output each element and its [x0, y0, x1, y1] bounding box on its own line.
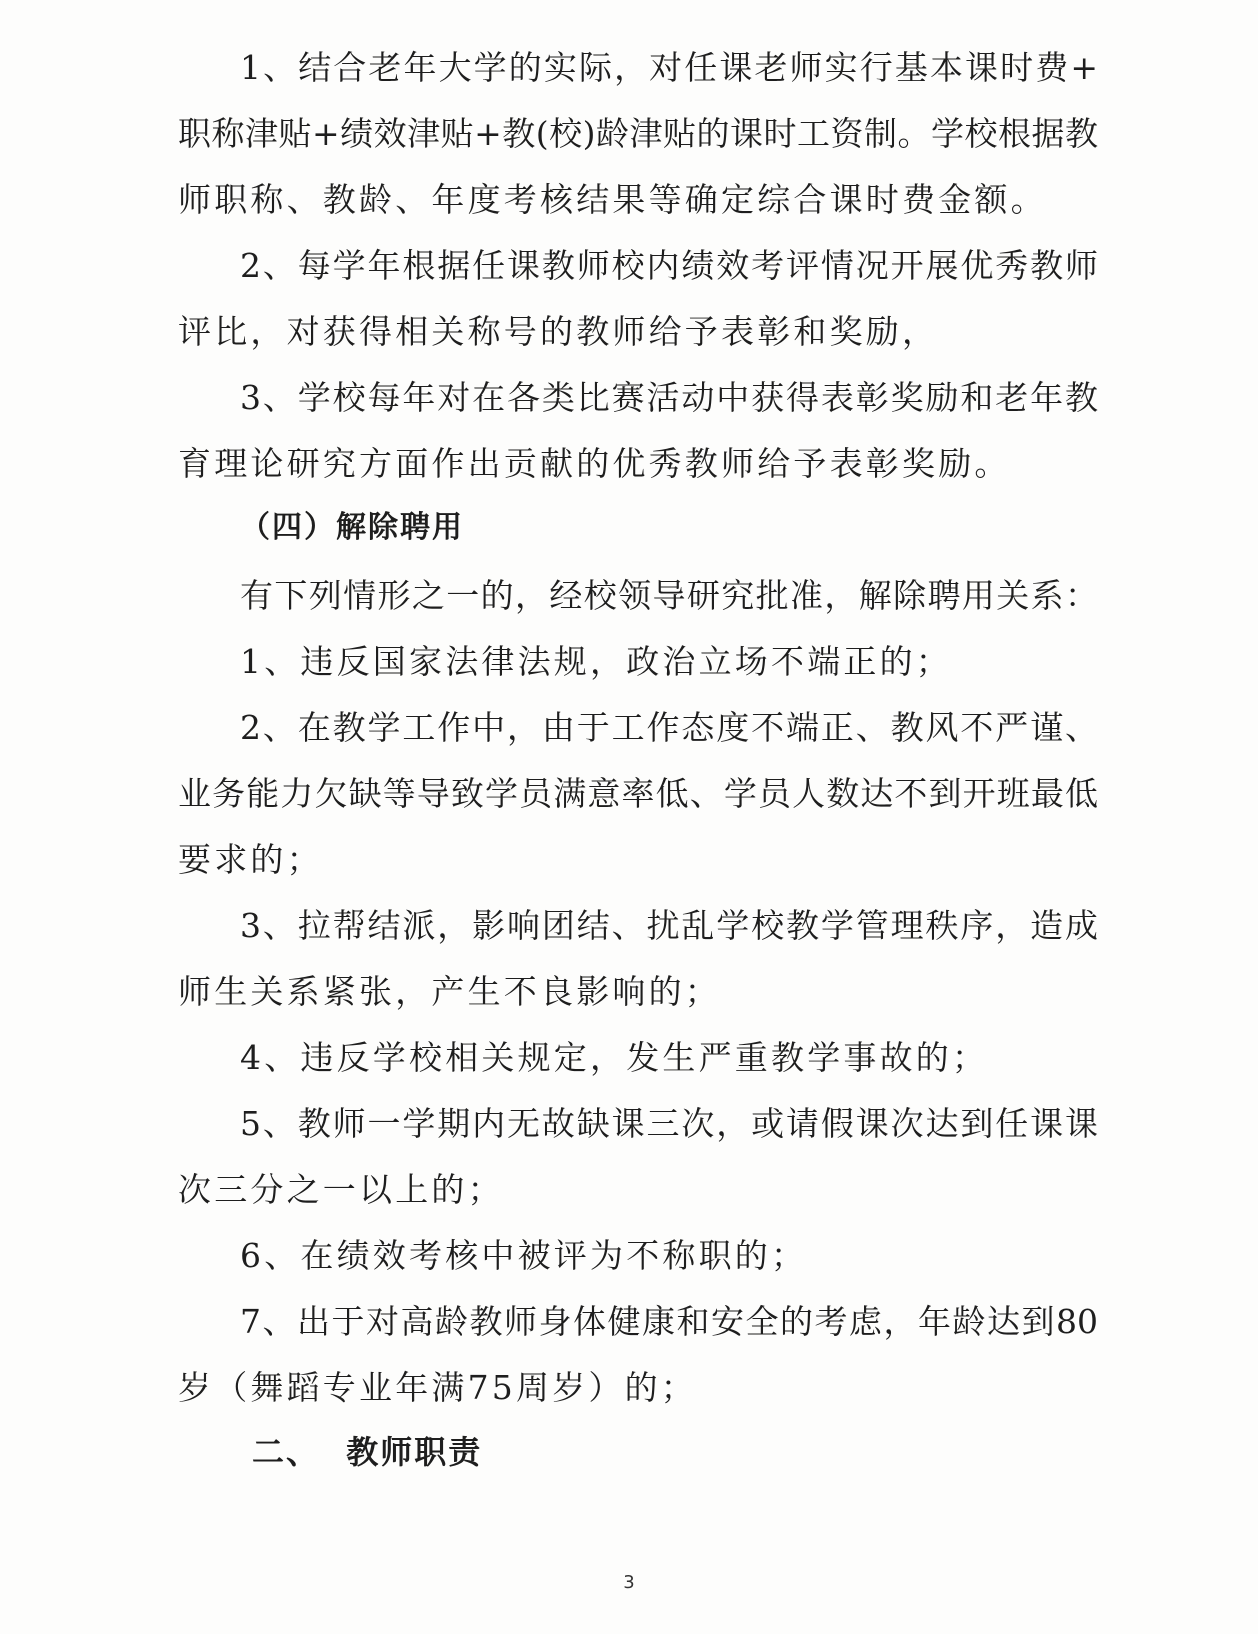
- paragraph-line: 业务能力欠缺等导致学员满意率低、学员人数达不到开班最低: [178, 774, 1098, 813]
- section-heading: （四）解除聘用: [240, 510, 464, 545]
- paragraph-line: 2、每学年根据任课教师校内绩效考评情况开展优秀教师: [240, 246, 1098, 285]
- paragraph-line: 评比，对获得相关称号的教师给予表彰和奖励，: [178, 312, 939, 351]
- paragraph-line: 2、在教学工作中，由于工作态度不端正、教风不严谨、: [240, 708, 1098, 747]
- paragraph-line: 次三分之一以上的；: [178, 1170, 504, 1209]
- paragraph-line: 要求的；: [178, 840, 323, 879]
- page-number: 3: [623, 1572, 635, 1593]
- paragraph-line: 3、拉帮结派，影响团结、扰乱学校教学管理秩序，造成: [240, 906, 1098, 945]
- paragraph-line: 职称津贴+绩效津贴+教(校)龄津贴的课时工资制。学校根据教: [178, 114, 1098, 153]
- paragraph-line: 有下列情形之一的，经校领导研究批准，解除聘用关系：: [240, 576, 1098, 615]
- paragraph-line: 师生关系紧张，产生不良影响的；: [178, 972, 721, 1011]
- paragraph-line: 岁（舞蹈专业年满75周岁）的；: [178, 1368, 697, 1407]
- paragraph-line: 1、结合老年大学的实际，对任课老师实行基本课时费+: [240, 48, 1098, 87]
- paragraph-line: 1、违反国家法律法规，政治立场不端正的；: [240, 642, 952, 681]
- paragraph-line: 师职称、教龄、年度考核结果等确定综合课时费金额。: [178, 180, 1047, 219]
- paragraph-line: 7、出于对高龄教师身体健康和安全的考虑，年龄达到80: [240, 1302, 1098, 1341]
- chapter-heading: 二、 教师职责: [252, 1433, 483, 1471]
- paragraph-line: 3、学校每年对在各类比赛活动中获得表彰奖励和老年教: [240, 378, 1098, 417]
- paragraph-line: 6、在绩效考核中被评为不称职的；: [240, 1236, 808, 1275]
- paragraph-line: 育理论研究方面作出贡献的优秀教师给予表彰奖励。: [178, 444, 1011, 483]
- paragraph-line: 5、教师一学期内无故缺课三次，或请假课次达到任课课: [240, 1104, 1098, 1143]
- paragraph-line: 4、违反学校相关规定，发生严重教学事故的；: [240, 1038, 989, 1077]
